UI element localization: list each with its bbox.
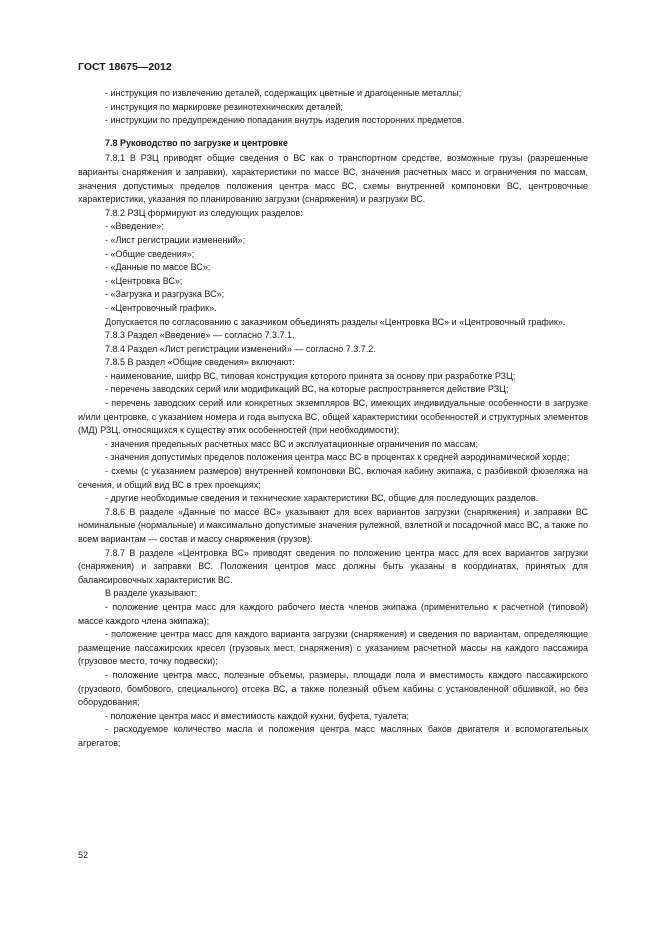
list-item: - инструкция по извлечению деталей, содержащих цветные и драгоценные металлы; bbox=[105, 88, 462, 98]
list-item: - положение центра масс, полезные объемы, размеры, площади пола и вместимость каждого пассажирского (грузового, бомбового, специального) отсека ВС, а также полезный объем кабины с установленной обшивкой, но без оборудования; bbox=[78, 669, 588, 708]
paragraph-7-8-5: 7.8.5 В раздел «Общие сведения» включают: bbox=[105, 357, 295, 368]
list-item: - другие необходимые сведения и технические характеристики ВС, общие для последующих разделов. bbox=[105, 493, 539, 504]
list-item: - инструкции по предупреждению попадания внутрь изделия посторонних предметов. bbox=[105, 115, 465, 126]
list-item: - «Введение»; bbox=[105, 221, 164, 232]
list-item: - «Центровка ВС»; bbox=[105, 275, 183, 286]
document-body bbox=[78, 87, 588, 751]
list-item: - инструкция по маркировке резинотехнических деталей; bbox=[105, 101, 343, 112]
page-number: 52 bbox=[78, 850, 89, 860]
paragraph-merge-note: Допускается по согласованию с заказчиком объединять разделы «Центровка ВС» и «Центровочный график». bbox=[105, 316, 566, 327]
list-item: - положение центра масс для каждого варианта загрузки (снаряжения) и сведения по вариантам, определяющие размещение пассажирских кресел (грузовых мест, снаряжения) с указанием расчетной массы на каждого пассажира (грузовое место, точку подвески); bbox=[78, 629, 588, 667]
section-title: 7.8 Руководство по загрузке и центровке bbox=[105, 137, 288, 148]
list-item: - «Лист регистрации изменений»; bbox=[105, 234, 246, 245]
list-item: - «Загрузка и разгрузка ВС»; bbox=[105, 289, 225, 300]
paragraph-7-8-3: 7.8.3 Раздел «Введение» — согласно 7.3.7.1. bbox=[105, 330, 295, 341]
paragraph-7-8-4: 7.8.4 Раздел «Лист регистрации изменений» — согласно 7.3.7.2. bbox=[105, 343, 376, 354]
paragraph-indicate: В разделе указывают: bbox=[105, 588, 198, 599]
list-item: - расходуемое количество масла и положения центра масс масляных баков двигателя и вспомогательных агрегатов; bbox=[78, 724, 588, 748]
list-item: - значения допустимых пределов положения центра масс ВС в процентах к средней аэродинамической хорде; bbox=[105, 452, 570, 463]
list-item: - перечень заводских серий или модификаций ВС, на которые распространяется действие РЗЦ; bbox=[105, 384, 509, 395]
list-item: - схемы (с указанием размеров) внутренней компоновки ВС, включая кабину экипажа, с разбивкой фюзеляжа на сечения, и общий вид ВС в трех проекциях; bbox=[78, 466, 588, 490]
list-item: - «Центровочный график». bbox=[105, 302, 217, 313]
list-item: - положение центра масс для каждого рабочего места членов экипажа (применительно к расчетной (типовой) массе каждого члена экипажа); bbox=[78, 601, 588, 626]
document-header: ГОСТ 18675—2012 bbox=[78, 61, 172, 73]
list-item: - «Данные по массе ВС»; bbox=[105, 262, 211, 273]
list-item: - «Общие сведения»; bbox=[105, 248, 195, 259]
list-item: - положение центра масс и вместимость каждой кухни, буфета, туалета; bbox=[105, 710, 409, 721]
list-item: - перечень заводских серий или конкретных экземпляров ВС, имеющих индивидуальные особенности в загрузке и/или центровке, с указанием номера и года выпуска ВС, общей характеристики особенностей и структурных элементов (МД) РЗЦ, относящихся к существу этих особенностей (при необходимости); bbox=[78, 398, 588, 436]
paragraph-7-8-6: 7.8.6 В разделе «Данные по массе ВС» указывают для всех вариантов загрузки (снаряжения) и заправки ВС номинальные (нормальные) и максимально допустимые значения рулежной, взлетной и посадочной масс ВС, а также по всем вариантам — состав и массу снаряжения (грузов). bbox=[78, 506, 588, 544]
paragraph-7-8-1: 7.8.1 В РЗЦ приводят общие сведения о ВС как о транспортном средстве, возможные грузы (разрешенные варианты снаряжения и заправки), характеристики по массе ВС, значения расчетных масс и ограничения по массам, значения допустимых пределов положения центра масс ВС, схемы внутренней компоновки ВС, центровочные характеристики, указания по планированию загрузки (снаряжения) и разгрузки ВС. bbox=[78, 153, 588, 205]
list-item: - значения предельных расчетных масс ВС и эксплуатационные ограничения по массам; bbox=[105, 438, 479, 449]
paragraph-7-8-2: 7.8.2 РЗЦ формируют из следующих разделов: bbox=[105, 207, 303, 218]
list-item: - наименование, шифр ВС, типовая конструкция которого принята за основу при разработке РЗЦ; bbox=[105, 370, 516, 381]
paragraph-7-8-7: 7.8.7 В разделе «Центровка ВС» приводят сведения по положению центра масс для всех вариантов загрузки (снаряжения) и заправки ВС. Положения центров масс должны быть указаны в координатах, принятых для балансировочных характеристик ВС. bbox=[78, 547, 588, 585]
